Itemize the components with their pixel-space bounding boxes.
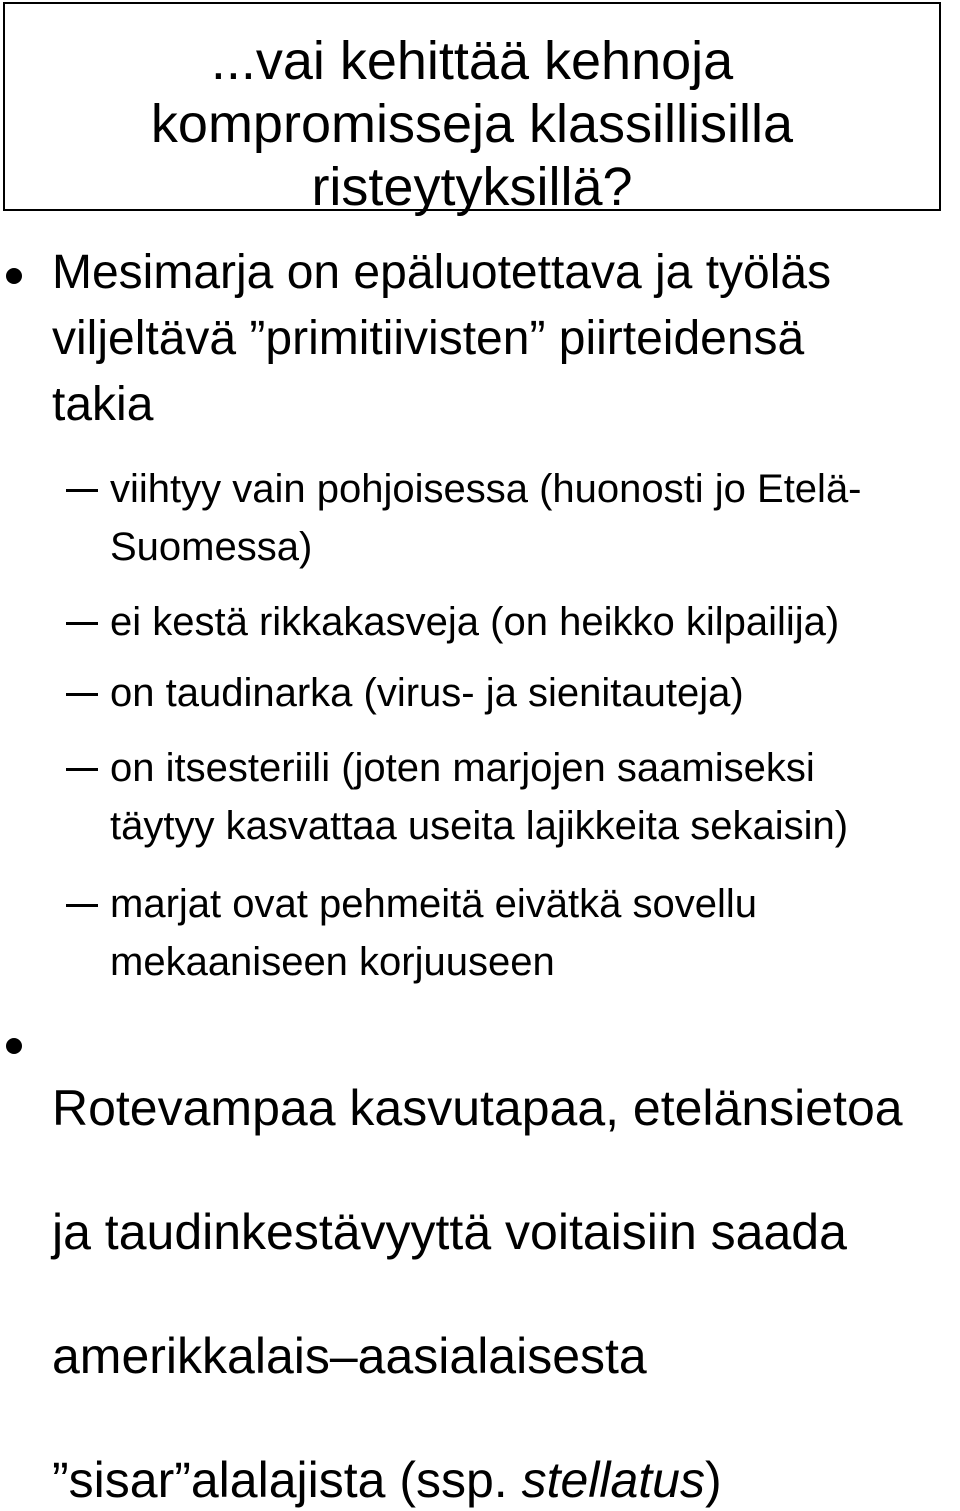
dash-icon xyxy=(66,768,98,771)
slide-title xyxy=(5,30,939,219)
bullet-line-4-suffix: ) xyxy=(705,1452,722,1508)
bullet-line-4-prefix: ”sisar”alalajista (ssp. xyxy=(52,1452,522,1508)
sub-item-text: on itsesteriili (joten marjojen saamiseksi täytyy kasvattaa useita lajikkeita sekaisin) xyxy=(110,746,849,848)
sub-item-text: ei kestä rikkakasveja (on heikko kilpailija) xyxy=(110,600,840,644)
bullet-line-1: Rotevampaa kasvutapaa, etelänsietoa xyxy=(52,1080,903,1136)
bullet-text: Mesimarja on epäluotettava ja työläs viljeltävä ”primitiivisten” piirteidensä takia xyxy=(52,246,832,431)
sub-item-text: marjat ovat pehmeitä eivätkä sovellu mekaaniseen korjuuseen xyxy=(110,882,757,984)
dash-icon xyxy=(66,693,98,696)
bullet-line-3: amerikkalais–aasialaisesta xyxy=(52,1328,647,1384)
bullet-line-2: ja taudinkestävyyttä voitaisiin saada xyxy=(52,1204,847,1260)
dash-icon xyxy=(66,622,98,625)
bullet-text xyxy=(52,1015,952,1511)
dash-icon xyxy=(66,489,98,492)
dash-icon xyxy=(66,904,98,907)
bullet-dot-icon xyxy=(6,268,22,284)
species-name: stellatus xyxy=(521,1452,705,1508)
title-line-3: risteytyksillä? xyxy=(311,157,633,217)
sub-item-text: viihtyy vain pohjoisessa (huonosti jo Etelä- Suomessa) xyxy=(110,467,862,569)
title-line-2: kompromisseja klassillisilla xyxy=(150,94,794,154)
bullet-dot-icon xyxy=(6,1038,22,1054)
title-line-1: ...vai kehittää kehnoja xyxy=(210,31,734,91)
sub-item-text: on taudinarka (virus- ja sienitauteja) xyxy=(110,671,744,715)
title-box xyxy=(3,2,941,217)
